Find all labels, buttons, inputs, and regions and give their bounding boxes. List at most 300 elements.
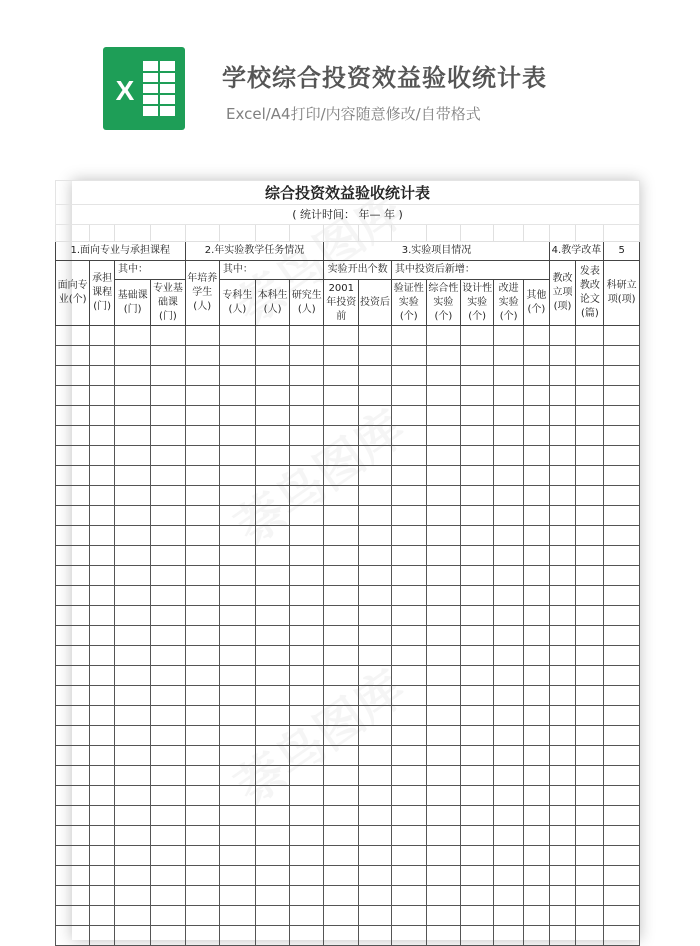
table-cell[interactable] <box>219 606 255 626</box>
table-cell[interactable] <box>604 766 640 786</box>
table-cell[interactable] <box>290 606 324 626</box>
table-cell[interactable] <box>461 426 494 446</box>
table-cell[interactable] <box>56 326 90 346</box>
table-cell[interactable] <box>461 366 494 386</box>
table-cell[interactable] <box>90 406 115 426</box>
table-cell[interactable] <box>115 726 151 746</box>
table-cell[interactable] <box>604 686 640 706</box>
table-cell[interactable] <box>185 466 219 486</box>
table-cell[interactable] <box>359 506 392 526</box>
table-cell[interactable] <box>576 726 604 746</box>
table-cell[interactable] <box>391 326 426 346</box>
table-cell[interactable] <box>185 446 219 466</box>
table-cell[interactable] <box>115 706 151 726</box>
table-cell[interactable] <box>549 406 576 426</box>
table-cell[interactable] <box>324 866 359 886</box>
table-cell[interactable] <box>549 466 576 486</box>
table-cell[interactable] <box>426 606 461 626</box>
table-cell[interactable] <box>576 446 604 466</box>
table-cell[interactable] <box>56 566 90 586</box>
table-cell[interactable] <box>219 366 255 386</box>
table-cell[interactable] <box>426 866 461 886</box>
table-cell[interactable] <box>219 486 255 506</box>
table-cell[interactable] <box>576 786 604 806</box>
table-cell[interactable] <box>324 486 359 506</box>
table-cell[interactable] <box>549 826 576 846</box>
table-cell[interactable] <box>359 846 392 866</box>
table-cell[interactable] <box>391 786 426 806</box>
table-cell[interactable] <box>151 686 185 706</box>
table-cell[interactable] <box>115 786 151 806</box>
table-cell[interactable] <box>426 826 461 846</box>
table-cell[interactable] <box>426 546 461 566</box>
table-cell[interactable] <box>549 326 576 346</box>
table-cell[interactable] <box>524 686 549 706</box>
table-cell[interactable] <box>185 606 219 626</box>
table-cell[interactable] <box>426 346 461 366</box>
table-cell[interactable] <box>324 686 359 706</box>
table-cell[interactable] <box>151 866 185 886</box>
table-cell[interactable] <box>604 726 640 746</box>
table-cell[interactable] <box>151 546 185 566</box>
table-cell[interactable] <box>549 886 576 906</box>
table-cell[interactable] <box>56 866 90 886</box>
table-cell[interactable] <box>290 526 324 546</box>
table-cell[interactable] <box>290 566 324 586</box>
table-cell[interactable] <box>185 886 219 906</box>
table-cell[interactable] <box>115 406 151 426</box>
table-cell[interactable] <box>90 426 115 446</box>
table-cell[interactable] <box>255 466 289 486</box>
table-cell[interactable] <box>255 706 289 726</box>
table-cell[interactable] <box>359 426 392 446</box>
table-cell[interactable] <box>426 666 461 686</box>
table-cell[interactable] <box>255 406 289 426</box>
table-cell[interactable] <box>391 466 426 486</box>
table-cell[interactable] <box>290 386 324 406</box>
table-cell[interactable] <box>255 726 289 746</box>
table-cell[interactable] <box>90 806 115 826</box>
table-cell[interactable] <box>494 406 524 426</box>
table-cell[interactable] <box>219 546 255 566</box>
table-cell[interactable] <box>494 866 524 886</box>
table-cell[interactable] <box>219 406 255 426</box>
table-cell[interactable] <box>461 926 494 946</box>
table-cell[interactable] <box>524 586 549 606</box>
table-cell[interactable] <box>151 426 185 446</box>
table-cell[interactable] <box>185 686 219 706</box>
table-cell[interactable] <box>494 746 524 766</box>
table-cell[interactable] <box>576 586 604 606</box>
table-cell[interactable] <box>576 906 604 926</box>
table-cell[interactable] <box>524 746 549 766</box>
table-cell[interactable] <box>359 666 392 686</box>
table-cell[interactable] <box>359 706 392 726</box>
table-cell[interactable] <box>426 526 461 546</box>
table-cell[interactable] <box>426 726 461 746</box>
table-cell[interactable] <box>90 866 115 886</box>
table-cell[interactable] <box>255 546 289 566</box>
table-cell[interactable] <box>576 826 604 846</box>
table-cell[interactable] <box>90 766 115 786</box>
table-cell[interactable] <box>461 806 494 826</box>
table-cell[interactable] <box>90 706 115 726</box>
table-cell[interactable] <box>290 586 324 606</box>
table-cell[interactable] <box>391 566 426 586</box>
table-cell[interactable] <box>524 666 549 686</box>
table-cell[interactable] <box>324 346 359 366</box>
table-cell[interactable] <box>255 326 289 346</box>
table-cell[interactable] <box>90 646 115 666</box>
table-cell[interactable] <box>359 466 392 486</box>
table-cell[interactable] <box>115 766 151 786</box>
table-cell[interactable] <box>324 386 359 406</box>
table-cell[interactable] <box>604 886 640 906</box>
table-cell[interactable] <box>524 326 549 346</box>
table-cell[interactable] <box>524 506 549 526</box>
table-cell[interactable] <box>524 346 549 366</box>
table-cell[interactable] <box>255 826 289 846</box>
table-cell[interactable] <box>290 646 324 666</box>
table-cell[interactable] <box>359 406 392 426</box>
table-cell[interactable] <box>290 826 324 846</box>
table-cell[interactable] <box>494 546 524 566</box>
table-cell[interactable] <box>524 766 549 786</box>
table-cell[interactable] <box>115 846 151 866</box>
table-cell[interactable] <box>90 826 115 846</box>
table-cell[interactable] <box>604 706 640 726</box>
table-cell[interactable] <box>90 466 115 486</box>
table-cell[interactable] <box>549 766 576 786</box>
table-cell[interactable] <box>151 346 185 366</box>
table-cell[interactable] <box>90 346 115 366</box>
table-cell[interactable] <box>391 646 426 666</box>
table-cell[interactable] <box>151 526 185 546</box>
table-cell[interactable] <box>56 886 90 906</box>
table-cell[interactable] <box>524 646 549 666</box>
table-cell[interactable] <box>255 526 289 546</box>
table-cell[interactable] <box>461 786 494 806</box>
table-cell[interactable] <box>461 706 494 726</box>
table-cell[interactable] <box>604 446 640 466</box>
table-cell[interactable] <box>151 586 185 606</box>
table-cell[interactable] <box>115 586 151 606</box>
table-cell[interactable] <box>576 846 604 866</box>
table-cell[interactable] <box>219 586 255 606</box>
table-cell[interactable] <box>426 586 461 606</box>
table-cell[interactable] <box>359 626 392 646</box>
table-cell[interactable] <box>461 406 494 426</box>
table-cell[interactable] <box>576 546 604 566</box>
table-cell[interactable] <box>461 466 494 486</box>
table-cell[interactable] <box>115 826 151 846</box>
table-cell[interactable] <box>324 846 359 866</box>
table-cell[interactable] <box>359 906 392 926</box>
table-cell[interactable] <box>604 366 640 386</box>
table-cell[interactable] <box>56 426 90 446</box>
table-cell[interactable] <box>576 926 604 946</box>
table-cell[interactable] <box>290 746 324 766</box>
table-cell[interactable] <box>151 326 185 346</box>
table-cell[interactable] <box>604 586 640 606</box>
table-cell[interactable] <box>604 346 640 366</box>
table-cell[interactable] <box>115 566 151 586</box>
table-cell[interactable] <box>524 486 549 506</box>
table-cell[interactable] <box>185 366 219 386</box>
table-cell[interactable] <box>255 866 289 886</box>
table-cell[interactable] <box>151 566 185 586</box>
table-cell[interactable] <box>426 406 461 426</box>
table-cell[interactable] <box>219 386 255 406</box>
table-cell[interactable] <box>461 606 494 626</box>
table-cell[interactable] <box>56 406 90 426</box>
table-cell[interactable] <box>151 706 185 726</box>
table-cell[interactable] <box>255 646 289 666</box>
table-cell[interactable] <box>359 546 392 566</box>
table-cell[interactable] <box>461 546 494 566</box>
table-cell[interactable] <box>324 546 359 566</box>
table-cell[interactable] <box>90 746 115 766</box>
table-cell[interactable] <box>324 786 359 806</box>
table-cell[interactable] <box>290 666 324 686</box>
table-cell[interactable] <box>290 766 324 786</box>
table-cell[interactable] <box>219 526 255 546</box>
table-cell[interactable] <box>115 906 151 926</box>
table-cell[interactable] <box>115 346 151 366</box>
table-cell[interactable] <box>185 566 219 586</box>
table-cell[interactable] <box>604 806 640 826</box>
table-cell[interactable] <box>324 666 359 686</box>
table-cell[interactable] <box>426 506 461 526</box>
table-cell[interactable] <box>219 926 255 946</box>
table-cell[interactable] <box>604 866 640 886</box>
table-cell[interactable] <box>604 746 640 766</box>
table-cell[interactable] <box>359 346 392 366</box>
table-cell[interactable] <box>56 526 90 546</box>
table-cell[interactable] <box>461 346 494 366</box>
table-cell[interactable] <box>151 926 185 946</box>
table-cell[interactable] <box>359 926 392 946</box>
table-cell[interactable] <box>219 626 255 646</box>
table-cell[interactable] <box>185 486 219 506</box>
table-cell[interactable] <box>151 506 185 526</box>
table-cell[interactable] <box>391 906 426 926</box>
table-cell[interactable] <box>255 626 289 646</box>
table-cell[interactable] <box>56 826 90 846</box>
table-cell[interactable] <box>185 546 219 566</box>
table-cell[interactable] <box>151 406 185 426</box>
table-cell[interactable] <box>290 866 324 886</box>
table-cell[interactable] <box>494 706 524 726</box>
table-cell[interactable] <box>549 666 576 686</box>
table-cell[interactable] <box>604 786 640 806</box>
table-cell[interactable] <box>151 386 185 406</box>
table-cell[interactable] <box>90 606 115 626</box>
table-cell[interactable] <box>255 806 289 826</box>
table-cell[interactable] <box>255 426 289 446</box>
table-cell[interactable] <box>290 726 324 746</box>
table-cell[interactable] <box>359 526 392 546</box>
table-cell[interactable] <box>391 506 426 526</box>
table-cell[interactable] <box>426 886 461 906</box>
table-cell[interactable] <box>115 526 151 546</box>
table-cell[interactable] <box>391 526 426 546</box>
table-cell[interactable] <box>549 866 576 886</box>
table-cell[interactable] <box>494 826 524 846</box>
table-cell[interactable] <box>151 806 185 826</box>
table-cell[interactable] <box>549 746 576 766</box>
table-cell[interactable] <box>115 606 151 626</box>
table-cell[interactable] <box>426 646 461 666</box>
table-cell[interactable] <box>324 926 359 946</box>
table-cell[interactable] <box>494 666 524 686</box>
table-cell[interactable] <box>255 886 289 906</box>
table-cell[interactable] <box>185 846 219 866</box>
table-cell[interactable] <box>219 646 255 666</box>
table-cell[interactable] <box>255 446 289 466</box>
table-cell[interactable] <box>494 526 524 546</box>
table-cell[interactable] <box>426 486 461 506</box>
table-cell[interactable] <box>115 806 151 826</box>
table-cell[interactable] <box>324 766 359 786</box>
table-cell[interactable] <box>90 686 115 706</box>
table-cell[interactable] <box>185 866 219 886</box>
table-cell[interactable] <box>219 766 255 786</box>
table-cell[interactable] <box>461 826 494 846</box>
table-cell[interactable] <box>549 526 576 546</box>
table-cell[interactable] <box>185 586 219 606</box>
table-cell[interactable] <box>549 646 576 666</box>
table-cell[interactable] <box>324 326 359 346</box>
table-cell[interactable] <box>151 606 185 626</box>
table-cell[interactable] <box>90 526 115 546</box>
table-cell[interactable] <box>219 706 255 726</box>
table-cell[interactable] <box>391 706 426 726</box>
table-cell[interactable] <box>90 626 115 646</box>
table-cell[interactable] <box>426 566 461 586</box>
table-cell[interactable] <box>576 386 604 406</box>
table-cell[interactable] <box>219 826 255 846</box>
table-cell[interactable] <box>185 926 219 946</box>
table-cell[interactable] <box>524 626 549 646</box>
table-cell[interactable] <box>219 846 255 866</box>
table-cell[interactable] <box>549 706 576 726</box>
table-cell[interactable] <box>604 326 640 346</box>
table-cell[interactable] <box>151 746 185 766</box>
table-cell[interactable] <box>324 626 359 646</box>
table-cell[interactable] <box>494 726 524 746</box>
table-cell[interactable] <box>324 566 359 586</box>
table-cell[interactable] <box>461 766 494 786</box>
table-cell[interactable] <box>549 426 576 446</box>
table-cell[interactable] <box>576 606 604 626</box>
table-cell[interactable] <box>549 786 576 806</box>
table-cell[interactable] <box>604 546 640 566</box>
table-cell[interactable] <box>115 746 151 766</box>
table-cell[interactable] <box>324 826 359 846</box>
table-cell[interactable] <box>255 926 289 946</box>
table-cell[interactable] <box>219 466 255 486</box>
table-cell[interactable] <box>359 326 392 346</box>
table-cell[interactable] <box>524 846 549 866</box>
table-cell[interactable] <box>524 466 549 486</box>
table-cell[interactable] <box>56 446 90 466</box>
table-cell[interactable] <box>151 906 185 926</box>
table-cell[interactable] <box>426 746 461 766</box>
table-cell[interactable] <box>115 666 151 686</box>
table-cell[interactable] <box>461 486 494 506</box>
table-cell[interactable] <box>359 826 392 846</box>
table-cell[interactable] <box>576 426 604 446</box>
table-cell[interactable] <box>494 566 524 586</box>
table-cell[interactable] <box>56 346 90 366</box>
table-cell[interactable] <box>151 486 185 506</box>
table-cell[interactable] <box>56 926 90 946</box>
table-cell[interactable] <box>115 486 151 506</box>
table-cell[interactable] <box>115 466 151 486</box>
table-cell[interactable] <box>90 366 115 386</box>
table-cell[interactable] <box>391 366 426 386</box>
table-cell[interactable] <box>115 626 151 646</box>
table-cell[interactable] <box>524 886 549 906</box>
table-cell[interactable] <box>359 566 392 586</box>
table-cell[interactable] <box>255 686 289 706</box>
table-cell[interactable] <box>461 746 494 766</box>
table-cell[interactable] <box>115 926 151 946</box>
table-cell[interactable] <box>56 506 90 526</box>
table-cell[interactable] <box>426 626 461 646</box>
table-cell[interactable] <box>359 746 392 766</box>
table-cell[interactable] <box>576 886 604 906</box>
table-cell[interactable] <box>90 486 115 506</box>
table-cell[interactable] <box>219 726 255 746</box>
table-cell[interactable] <box>461 566 494 586</box>
table-cell[interactable] <box>524 826 549 846</box>
table-cell[interactable] <box>426 766 461 786</box>
table-cell[interactable] <box>391 826 426 846</box>
table-cell[interactable] <box>461 846 494 866</box>
table-cell[interactable] <box>604 386 640 406</box>
table-cell[interactable] <box>549 726 576 746</box>
table-cell[interactable] <box>494 686 524 706</box>
table-cell[interactable] <box>604 926 640 946</box>
table-cell[interactable] <box>90 666 115 686</box>
table-cell[interactable] <box>151 766 185 786</box>
table-cell[interactable] <box>391 666 426 686</box>
table-cell[interactable] <box>290 466 324 486</box>
table-cell[interactable] <box>115 446 151 466</box>
table-cell[interactable] <box>426 446 461 466</box>
table-cell[interactable] <box>524 386 549 406</box>
table-cell[interactable] <box>524 726 549 746</box>
table-cell[interactable] <box>185 906 219 926</box>
table-cell[interactable] <box>604 846 640 866</box>
table-cell[interactable] <box>219 866 255 886</box>
table-cell[interactable] <box>185 646 219 666</box>
table-cell[interactable] <box>151 846 185 866</box>
table-cell[interactable] <box>324 446 359 466</box>
table-cell[interactable] <box>115 326 151 346</box>
table-cell[interactable] <box>290 326 324 346</box>
table-cell[interactable] <box>391 586 426 606</box>
table-cell[interactable] <box>604 606 640 626</box>
table-cell[interactable] <box>324 586 359 606</box>
table-cell[interactable] <box>56 726 90 746</box>
table-cell[interactable] <box>494 786 524 806</box>
table-cell[interactable] <box>604 906 640 926</box>
table-cell[interactable] <box>290 366 324 386</box>
table-cell[interactable] <box>461 326 494 346</box>
